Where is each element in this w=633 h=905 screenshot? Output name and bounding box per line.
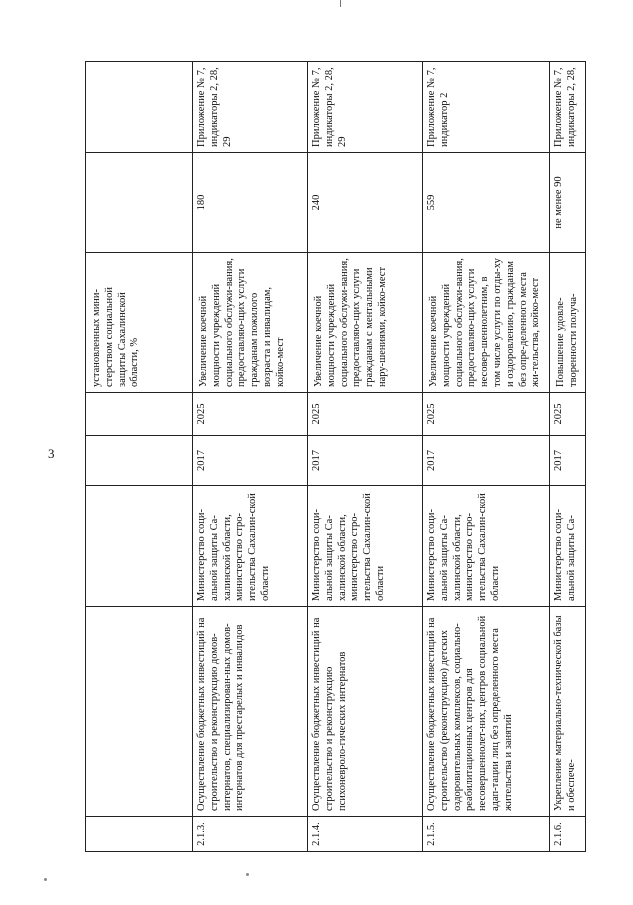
row-number: 2.1.4. (308, 817, 423, 852)
value-cell: 559 (423, 153, 550, 253)
indicator-cell: Увеличение коечной мощности учреждений социального обслужи-вания, предоставляю-щих услуги гражданам с ментальными нару-шениями, койко-мест (308, 253, 423, 393)
row-number: 2.1.3. (193, 817, 308, 852)
indicator-cell: Увеличение коечной мощности учреждений социального обслужи-вания, предоставляю-щих услуги гражданам пожилого возраста и инвалидам, койко-мест (193, 253, 308, 393)
executor-cell: Министерство соци-альной защиты Са-халинской области, министерство стро-ительства Сахалин-ской области (193, 486, 308, 607)
event-cell: Осуществление бюджетных инвестиций на строительство и реконструкцию психоневроло-гических интернатов (308, 607, 423, 817)
program-table (85, 61, 586, 852)
start-year-cell: 2017 (193, 436, 308, 486)
table-row (193, 62, 308, 852)
event-cell: Укрепление материально-технической базы и обеспече- (550, 607, 586, 817)
table-row (86, 62, 193, 852)
table-row (308, 62, 423, 852)
link-cell: Приложение № 7, индикаторы 2, 28, 29 (308, 62, 423, 153)
executor-cell: Министерство соци-альной защиты Са- (550, 486, 586, 607)
scan-speck (44, 878, 47, 881)
scan-speck (246, 873, 249, 876)
value-cell: 240 (308, 153, 423, 253)
link-cell (86, 62, 193, 153)
value-cell: 180 (193, 153, 308, 253)
page-number: 3 (48, 446, 55, 461)
end-year-cell (86, 393, 193, 436)
end-year-cell: 2025 (193, 393, 308, 436)
start-year-cell (86, 436, 193, 486)
event-cell (86, 607, 193, 817)
rotated-table-frame (85, 62, 579, 852)
table-row (423, 62, 550, 852)
executor-cell: Министерство соци-альной защиты Са-халинской области, министерство стро-ительства Сахалин-ской области (423, 486, 550, 607)
table-row (550, 62, 586, 852)
scan-tick-mark (340, 0, 341, 7)
row-number: 2.1.5. (423, 817, 550, 852)
start-year-cell: 2017 (423, 436, 550, 486)
end-year-cell: 2025 (308, 393, 423, 436)
row-number: 2.1.6. (550, 817, 586, 852)
link-cell: Приложение № 7, индикатор 2 (423, 62, 550, 153)
rotated-table-content (85, 62, 579, 852)
executor-cell (86, 486, 193, 607)
event-cell: Осуществление бюджетных инвестиций на строительство и реконструкцию домов-интернатов, специализирован-ных домов-интернатов для престарелых и инвалидов (193, 607, 308, 817)
event-cell: Осуществление бюджетных инвестиций на строительство (реконструкцию) детских оздоровительных комплексов, социально-реабилитационных центров для несовершеннолет-них, центров социальной адап-тации лиц без определенного места жительства и занятий (423, 607, 550, 817)
end-year-cell: 2025 (423, 393, 550, 436)
link-cell: Приложение № 7, индикаторы 2, 28, 29 (193, 62, 308, 153)
indicator-cell: Повышение удовле-творенности получа- (550, 253, 586, 393)
start-year-cell: 2017 (550, 436, 586, 486)
link-cell: Приложение № 7, индикаторы 2, 28, (550, 62, 586, 153)
start-year-cell: 2017 (308, 436, 423, 486)
value-cell: не менее 90 (550, 153, 586, 253)
executor-cell: Министерство соци-альной защиты Са-халинской области, министерство стро-ительства Сахалин-ской области (308, 486, 423, 607)
indicator-cell: Увеличение коечной мощности учреждений социального обслужи-вания, предоставляю-щих услуги несовер-шеннолетним, в том числе услуги по отды-ху и оздоровлению, гражданам без опре-деленного места жи-тельства, койко-мест (423, 253, 550, 393)
value-cell (86, 153, 193, 253)
row-number (86, 817, 193, 852)
indicator-cell: установленных мини-стерством социальной защиты Сахалинской области, % (86, 253, 193, 393)
end-year-cell: 2025 (550, 393, 586, 436)
